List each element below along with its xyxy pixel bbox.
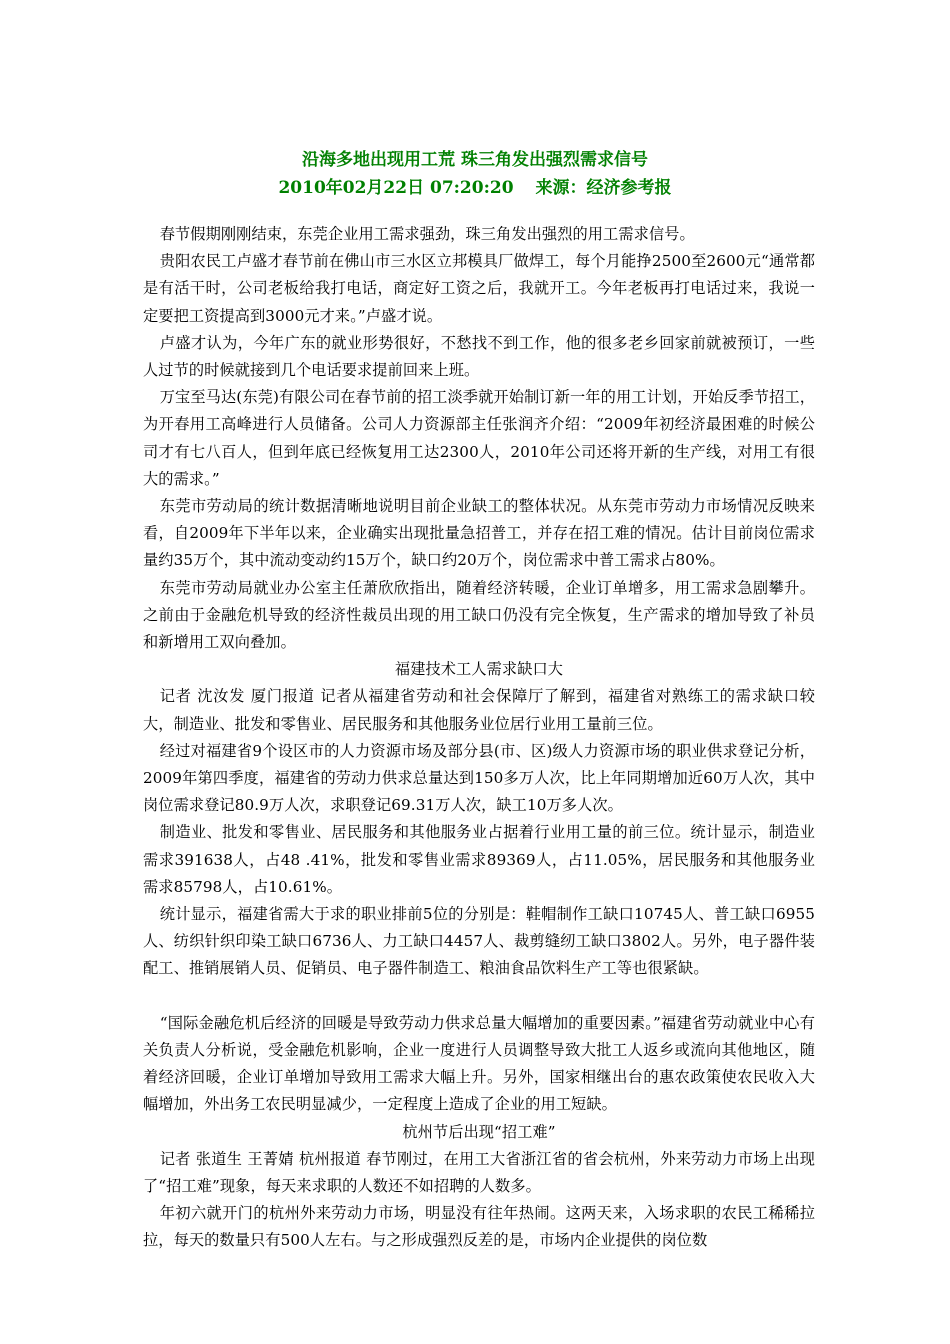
paragraph: 万宝至马达(东莞)有限公司在春节前的招工淡季就开始制订新一年的用工计划，开始反季节招工，为开春用工高峰进行人员储备。公司人力资源部主任张润齐介绍：“2009年初经济最困难的时候公司才有七八百人，但到年底已经恢复用工达2300人，2010年公司还将开新的生产线，对用工有很大的需求。”: [143, 388, 815, 488]
paragraph: 统计显示，福建省需大于求的职业排前5位的分别是：鞋帽制作工缺口10745人、普工缺口6955人、纺织针织印染工缺口6736人、力工缺口4457人、裁剪缝纫工缺口3802人。另外，电子器件装配工、推销展销人员、促销员、电子器件制造工、粮油食品饮料生产工等也很紧缺。: [143, 905, 815, 978]
article-body: [143, 221, 815, 1255]
article-source: 来源：经济参考报: [535, 178, 672, 198]
paragraph: 制造业、批发和零售业、居民服务和其他服务业占据着行业用工量的前三位。统计显示，制造业需求391638人，占48 .41%，批发和零售业需求89369人，占11.05%，居民服务和其他服务业需求85798人，占10.61%。: [143, 823, 815, 896]
paragraph: 春节假期刚刚结束，东莞企业用工需求强劲，珠三角发出强烈的用工需求信号。: [159, 225, 695, 243]
paragraph: “国际金融危机后经济的回暖是导致劳动力供求总量大幅增加的重要因素。”福建省劳动就业中心有关负责人分析说，受金融危机影响，企业一度进行人员调整导致大批工人返乡或流向其他地区，随着经济回暖，企业订单增加导致用工需求大幅上升。另外，国家相继出台的惠农政策使农民收入大幅增加，外出务工农民明显减少，一定程度上造成了企业的用工短缺。: [143, 1013, 815, 1114]
section-heading-fujian: 福建技术工人需求缺口大: [394, 660, 564, 679]
blank-line: [143, 983, 815, 1010]
article-header: [140, 146, 810, 202]
paragraph: 卢盛才认为，今年广东的就业形势很好，不愁找不到工作，他的很多老乡回家前就被预订，一些人过节的时候就接到几个电话要求提前回来上班。: [143, 333, 815, 380]
article-meta: [140, 174, 810, 202]
paragraph: 东莞市劳动局就业办公室主任萧欣欣指出，随着经济转暖，企业订单增多，用工需求急剧攀升。之前由于金融危机导致的经济性裁员出现的用工缺口仍没有完全恢复，生产需求的增加导致了补员和新增用工双向叠加。: [143, 578, 815, 652]
paragraph: 年初六就开门的杭州外来劳动力市场，明显没有往年热闹。这两天来，入场求职的农民工稀稀拉拉，每天的数量只有500人左右。与之形成强烈反差的是，市场内企业提供的岗位数: [143, 1204, 815, 1250]
section-heading-hangzhou: 杭州节后出现“招工难”: [402, 1122, 556, 1141]
paragraph: 经过对福建省9个设区市的人力资源市场及部分县(市、区)级人力资源市场的职业供求登记分析，2009年第四季度，福建省的劳动力供求总量达到150多万人次，比上年同期增加近60万人次，其中岗位需求登记80.9万人次，求职登记69.31万人次，缺工10万多人次。: [143, 741, 815, 815]
paragraph: 贵阳农民工卢盛才春节前在佛山市三水区立邦模具厂做焊工，每个月能挣2500至2600元“通常都是有活干时，公司老板给我打电话，商定好工资之后，我就开工。今年老板再打电话过来，我说一定要把工资提高到3000元才来。”卢盛才说。: [143, 252, 815, 325]
paragraph: 东莞市劳动局的统计数据清晰地说明目前企业缺工的整体状况。从东莞市劳动力市场情况反映来看，自2009年下半年以来，企业确实出现批量急招普工，并存在招工难的情况。估计目前岗位需求量约35万个，其中流动变动约15万个，缺口约20万个，岗位需求中普工需求占80%。: [143, 497, 815, 570]
article-datetime: 2010年02月22日 07:20:20: [278, 178, 514, 198]
article-title: 沿海多地出现用工荒 珠三角发出强烈需求信号: [302, 150, 648, 170]
paragraph: 记者 沈汝发 厦门报道 记者从福建省劳动和社会保障厅了解到，福建省对熟练工的需求缺口较大，制造业、批发和零售业、居民服务和其他服务业位居行业用工量前三位。: [143, 687, 815, 733]
paragraph: 记者 张道生 王菁婧 杭州报道 春节刚过，在用工大省浙江省的省会杭州，外来劳动力市场上出现了“招工难”现象，每天来求职的人数还不如招聘的人数多。: [143, 1149, 815, 1195]
